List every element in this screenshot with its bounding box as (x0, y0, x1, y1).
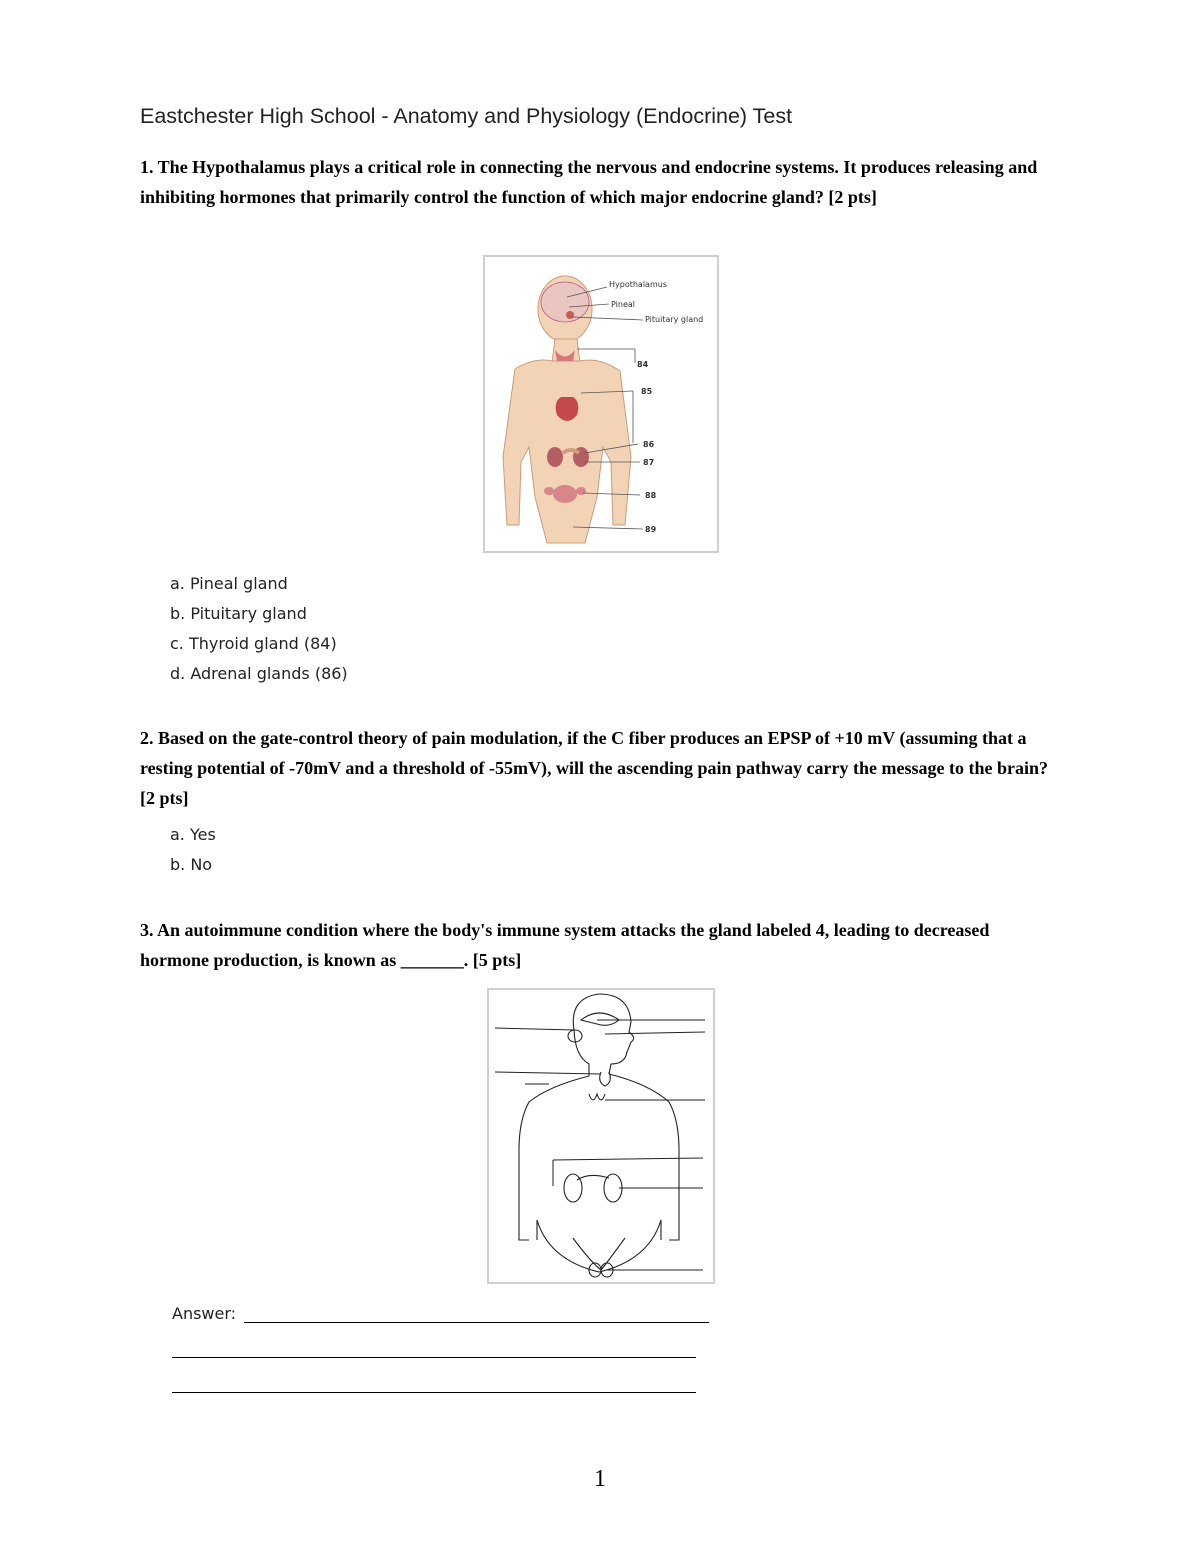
question-1-options (170, 569, 348, 689)
question-1-text: 1. The Hypothalamus plays a critical role in connecting the nervous and endocrine systems. It produces releasing and inhibiting hormones that primarily control the function of which major endocrine gland? [2 pts] (140, 157, 1038, 207)
figure-label-pituitary: Pituitary gland (645, 315, 704, 324)
answer-line-2[interactable] (172, 1357, 696, 1358)
figure-label-86: 86 (643, 440, 655, 449)
answer-line-3[interactable] (172, 1392, 696, 1393)
figure-label-87: 87 (643, 458, 655, 467)
page-title: Eastchester High School - Anatomy and Physiology (Endocrine) Test (140, 104, 793, 128)
figure-label-84: 84 (637, 360, 649, 369)
question-3-text: 3. An autoimmune condition where the body's immune system attacks the gland labeled 4, leading to decreased hormone production, is known as _______. [5 pts] (140, 920, 990, 970)
endocrine-figure-1 (483, 255, 719, 553)
answer-label: Answer: (172, 1304, 237, 1323)
endocrine-figure-2 (487, 988, 715, 1284)
figure-label-hypothalamus: Hypothalamus (609, 280, 667, 289)
option-yes[interactable]: a. Yes (170, 825, 216, 844)
page-number: 1 (594, 1466, 606, 1492)
figure-label-88: 88 (645, 491, 657, 500)
pituitary-shape (566, 311, 574, 319)
figure-label-pineal: Pineal (611, 300, 635, 309)
option-c[interactable]: c. Thyroid gland (84) (170, 634, 337, 653)
option-a[interactable]: a. Pineal gland (170, 574, 288, 593)
option-d[interactable]: d. Adrenal glands (86) (170, 664, 348, 683)
figure-label-85: 85 (641, 387, 653, 396)
question-2-text: 2. Based on the gate-control theory of pain modulation, if the C fiber produces an EPSP of +10 mV (assuming that a resting potential of -70mV and a threshold of -55mV), will the ascending pain pathway carry the message to the brain? [2 pts] (140, 728, 1048, 808)
option-no[interactable]: b. No (170, 855, 213, 874)
endocrine-body-illustration (485, 257, 717, 551)
option-b[interactable]: b. Pituitary gland (170, 604, 307, 623)
figure-label-89: 89 (645, 525, 657, 534)
question-2-options (170, 820, 216, 880)
endocrine-outline-illustration (489, 990, 713, 1282)
answer-line-1[interactable] (244, 1322, 709, 1323)
